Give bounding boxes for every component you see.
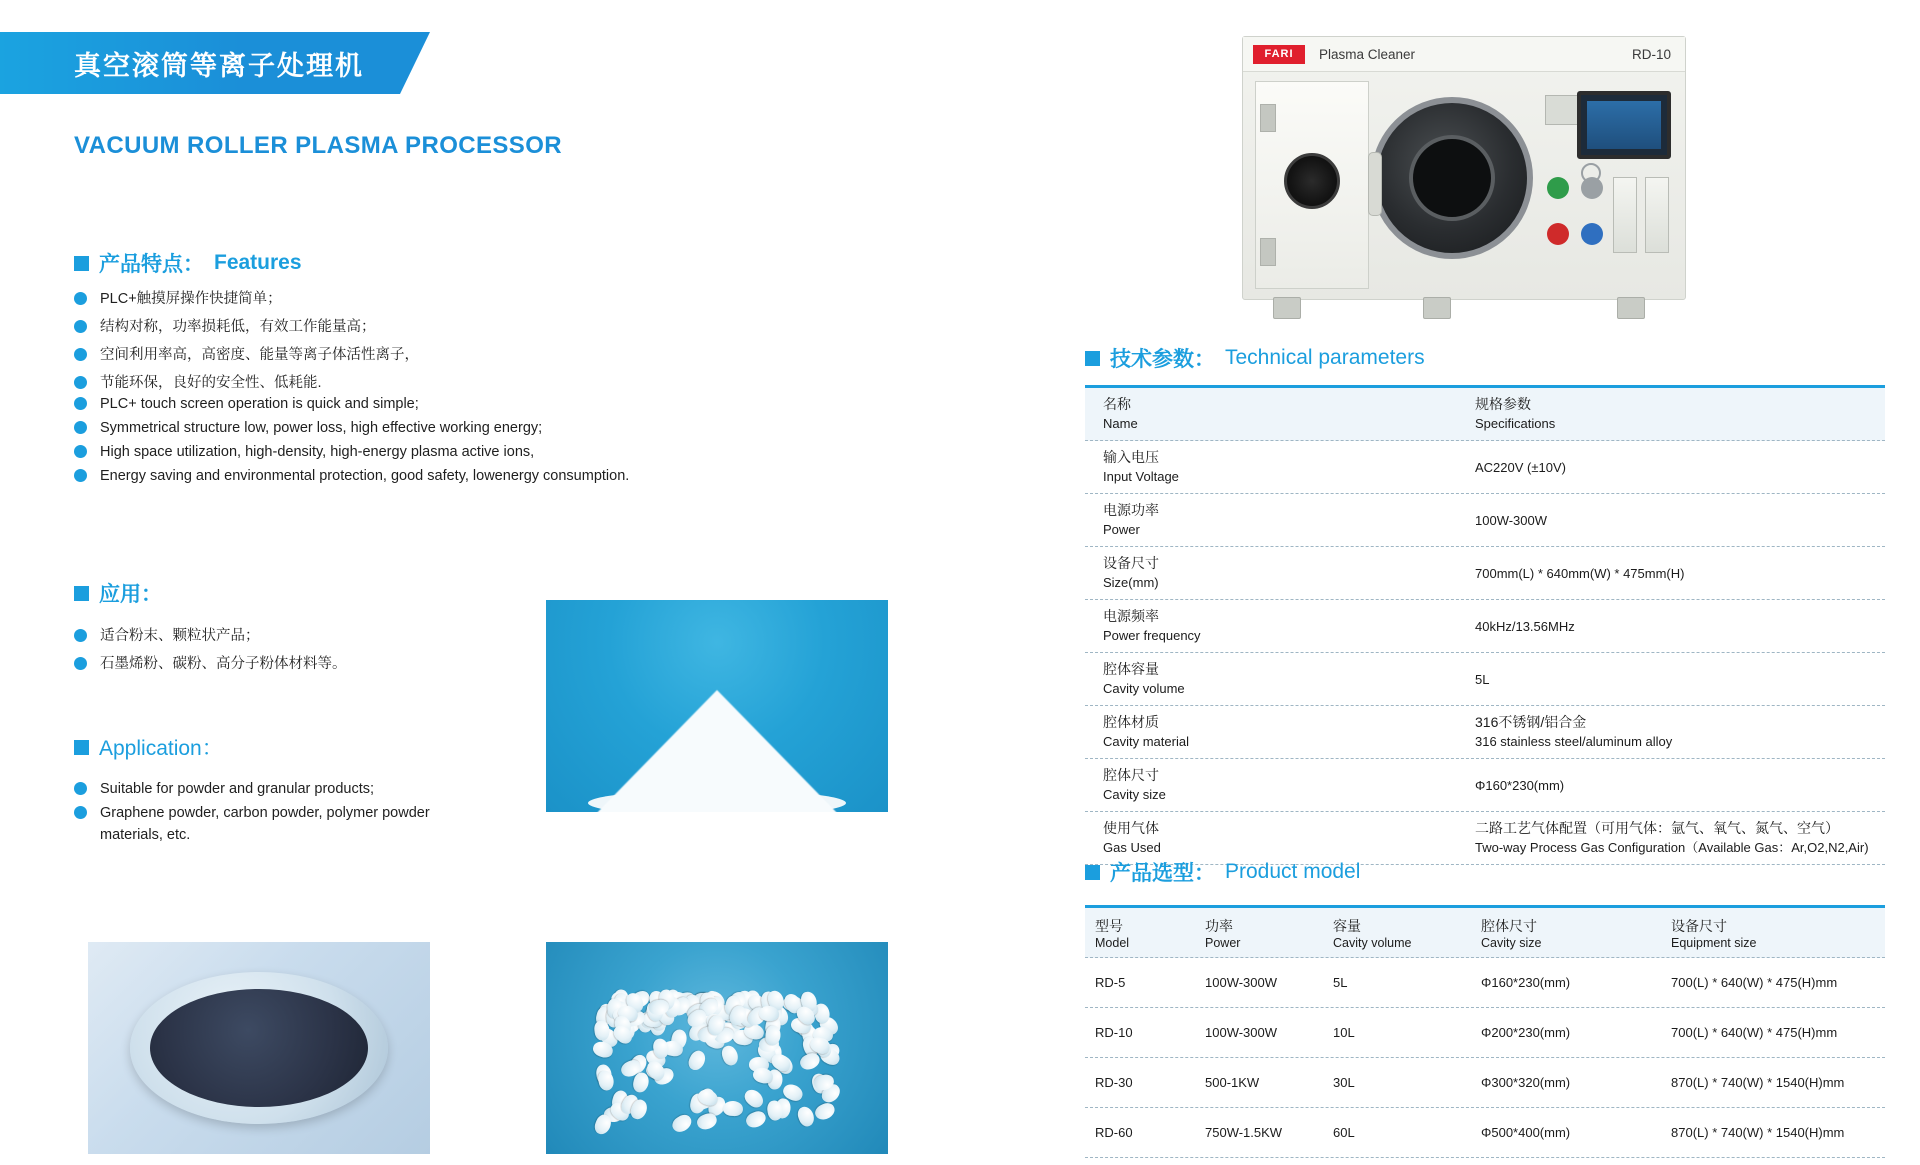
cell-volume: 10L [1333,1025,1355,1040]
page-title-banner [0,32,400,94]
header-name-en: Name [1103,416,1138,431]
header-volume-en: Cavity volume [1333,935,1412,950]
application-list-cn [74,625,534,681]
cell-volume: 60L [1333,1125,1355,1140]
square-bullet-icon [74,586,89,601]
tech-parameters-heading [1085,343,1425,373]
spec-en: 316 stainless steel/aluminum alloy [1475,734,1673,749]
application-heading-cn: 应用： [99,583,162,606]
header-cell-model [1085,910,1195,956]
application-list-en [74,778,474,848]
vacuum-drum [1371,97,1533,259]
door-hinge-top-icon [1260,104,1276,132]
spec-cn: 二路工艺气体配置（可用气体：氩气、氧气、氮气、空气） [1475,820,1839,836]
name-en: Size(mm) [1103,575,1159,590]
header-cell-name [1085,388,1465,440]
cell-spec [1465,812,1885,864]
dark-powder [150,989,368,1107]
granule [812,1100,836,1122]
granule [686,1048,708,1073]
machine-top-bar [1243,37,1685,72]
header-volume-cn: 容量 [1333,917,1361,934]
list-item: Graphene powder, carbon powder, polymer powder materials, etc. [74,802,474,846]
table-row [1085,706,1885,759]
list-item: PLC+ touch screen operation is quick and simple; [74,393,774,415]
white-powder-photo [546,600,888,812]
list-item: Suitable for powder and granular products; [74,778,474,800]
petri-dish [130,972,388,1124]
name-cn: 腔体材质 [1103,714,1159,730]
header-equipment-cn: 设备尺寸 [1671,917,1727,934]
header-power-cn: 功率 [1205,917,1233,934]
cell-power: 500-1KW [1205,1075,1260,1090]
table-row [1085,441,1885,494]
cell-name [1085,706,1465,758]
spec-en: 40kHz/13.56MHz [1475,618,1575,634]
chamber-door [1255,81,1369,289]
name-cn: 设备尺寸 [1103,555,1159,571]
screen-surface [1587,101,1661,149]
dark-powder-dish-photo [88,942,430,1154]
door-viewport [1284,153,1340,209]
name-en: Gas Used [1103,840,1161,855]
tech-heading-cn: 技术参数： [1110,348,1215,371]
square-bullet-icon [1085,865,1100,880]
table-header-row [1085,908,1885,958]
list-item: 结构对称，功率损耗低，有效工作能量高； [74,316,694,338]
cell-cavity-size: Φ200*230(mm) [1481,1025,1571,1040]
brand-logo: FARI [1253,45,1305,64]
features-list-en [74,393,774,489]
name-cn: 电源频率 [1103,608,1159,624]
name-cn: 腔体尺寸 [1103,767,1159,783]
list-item: PLC+触摸屏操作快捷简单； [74,288,694,310]
header-cavity-cn: 腔体尺寸 [1481,917,1537,934]
table-row [1085,1108,1885,1158]
name-cn: 输入电压 [1103,449,1159,465]
table-row [1085,494,1885,547]
application-heading-en: Application： [99,737,223,760]
cell-power: 100W-300W [1205,1025,1278,1040]
list-item: High space utilization, high-density, high-energy plasma active ions, [74,441,774,463]
table-row [1085,600,1885,653]
cell-power: 100W-300W [1205,975,1278,990]
product-model-table [1085,905,1885,1158]
list-item: 节能环保，良好的安全性、低耗能. [74,372,694,394]
spec-en: Two-way Process Gas Configuration（Available Gas：Ar,O2,N2,Air) [1475,840,1869,855]
square-bullet-icon [1085,351,1100,366]
touch-screen [1577,91,1671,159]
name-en: Input Voltage [1103,469,1179,484]
cell-spec [1465,451,1885,484]
machine-model-label: RD-10 [1631,46,1671,62]
granule [669,1112,694,1136]
spec-en: 100W-300W [1475,512,1548,528]
name-cn: 腔体容量 [1103,661,1159,677]
tech-parameters-table [1085,385,1885,865]
list-item: 空间利用率高，高密度、能量等离子体活性离子， [74,344,694,366]
cell-volume: 5L [1333,975,1348,990]
spec-cn: 316不锈钢/铝合金 [1475,714,1587,730]
header-equipment-en: Equipment size [1671,935,1757,950]
cell-name [1085,494,1465,546]
table-row [1085,759,1885,812]
granule [741,1086,766,1110]
header-power-en: Power [1205,935,1241,950]
machine-foot-left [1273,297,1301,319]
header-model-cn: 型号 [1095,917,1123,934]
granule [744,1109,768,1131]
drum-inner [1409,135,1495,221]
machine-foot-mid [1423,297,1451,319]
spec-en: 5L [1475,671,1490,687]
stop-button[interactable] [1581,177,1603,199]
name-cn: 电源功率 [1103,502,1159,518]
flow-meter-left [1613,177,1637,253]
plasma-cleaner-photo [1228,18,1698,348]
table-row [1085,1058,1885,1108]
power-button[interactable] [1581,223,1603,245]
table-row [1085,958,1885,1008]
banner-tail-shape [400,32,430,94]
granule [596,1069,615,1092]
features-heading-en: Features [214,251,302,274]
name-en: Cavity volume [1103,681,1185,696]
cell-cavity-size: Φ500*400(mm) [1481,1125,1571,1140]
header-cell-power [1195,910,1323,956]
cell-cavity-size: Φ160*230(mm) [1481,975,1571,990]
cell-name [1085,441,1465,493]
list-item: Symmetrical structure low, power loss, high effective working energy; [74,417,774,439]
cell-spec [1465,663,1885,696]
cell-name [1085,653,1465,705]
door-handle [1368,152,1382,216]
cell-spec [1465,610,1885,643]
cell-model: RD-30 [1095,1075,1133,1090]
product-model-heading-cn: 产品选型： [1110,862,1215,885]
cell-model: RD-5 [1095,975,1126,990]
header-cell-cavity [1471,910,1661,956]
header-cell-equipment [1661,910,1885,956]
granule-pile [592,972,842,1132]
plastic-granules-photo [546,942,888,1154]
features-list-cn [74,288,694,400]
control-panel [1541,81,1677,287]
cell-equipment-size: 700(L) * 640(W) * 475(H)mm [1671,1025,1838,1040]
granule [723,1100,744,1116]
table-header-row [1085,388,1885,441]
machine-foot-right [1617,297,1645,319]
door-hinge-bottom-icon [1260,238,1276,266]
application-heading-cn-row [74,578,162,608]
cell-power: 750W-1.5KW [1205,1125,1283,1140]
header-model-en: Model [1095,935,1130,950]
cell-model: RD-10 [1095,1025,1133,1040]
cell-name [1085,600,1465,652]
name-en: Cavity material [1103,734,1189,749]
square-bullet-icon [74,256,89,271]
cell-model: RD-60 [1095,1125,1133,1140]
cell-spec [1465,504,1885,537]
list-item: 适合粉末、颗粒状产品； [74,625,534,647]
features-heading-cn: 产品特点： [99,253,204,276]
cell-spec [1465,769,1885,802]
square-bullet-icon [74,740,89,755]
product-model-heading-en: Product model [1225,860,1361,883]
product-model-heading [1085,857,1360,887]
granule [795,1105,816,1129]
cell-cavity-size: Φ300*320(mm) [1481,1075,1571,1090]
emergency-stop-button[interactable] [1547,223,1569,245]
flow-meter-right [1645,177,1669,253]
cell-name [1085,547,1465,599]
table-row [1085,1008,1885,1058]
header-cavity-en: Cavity size [1481,935,1542,950]
header-spec-en: Specifications [1475,416,1556,431]
spec-en: 700mm(L) * 640mm(W) * 475mm(H) [1475,565,1685,581]
machine-label: Plasma Cleaner [1319,46,1416,62]
header-spec-cn: 规格参数 [1475,396,1531,412]
table-row [1085,653,1885,706]
list-item: 石墨烯粉、碳粉、高分子粉体材料等。 [74,653,534,675]
list-item: Energy saving and environmental protection, good safety, lowenergy consumption. [74,465,774,487]
cell-equipment-size: 700(L) * 640(W) * 475(H)mm [1671,975,1838,990]
features-heading [74,248,302,278]
start-button[interactable] [1547,177,1569,199]
header-cell-volume [1323,910,1471,956]
spec-en: AC220V (±10V) [1475,459,1566,475]
header-cell-spec [1465,388,1885,440]
name-cn: 使用气体 [1103,820,1159,836]
cell-name [1085,759,1465,811]
table-row [1085,547,1885,600]
powder-heap [592,690,842,812]
name-en: Cavity size [1103,787,1166,802]
application-heading-en-row [74,732,223,762]
name-en: Power [1103,522,1140,537]
page-title-en: VACUUM ROLLER PLASMA PROCESSOR [74,132,563,159]
name-en: Power frequency [1103,628,1201,643]
cell-volume: 30L [1333,1075,1355,1090]
page-title-cn: 真空滚筒等离子处理机 [74,50,364,81]
machine-body [1242,36,1686,300]
spec-en: Φ160*230(mm) [1475,777,1565,793]
cell-spec [1465,557,1885,590]
cell-equipment-size: 870(L) * 740(W) * 1540(H)mm [1671,1125,1845,1140]
tech-heading-en: Technical parameters [1225,346,1425,369]
header-name-cn: 名称 [1103,396,1131,412]
cell-spec [1465,706,1885,758]
cell-equipment-size: 870(L) * 740(W) * 1540(H)mm [1671,1075,1845,1090]
